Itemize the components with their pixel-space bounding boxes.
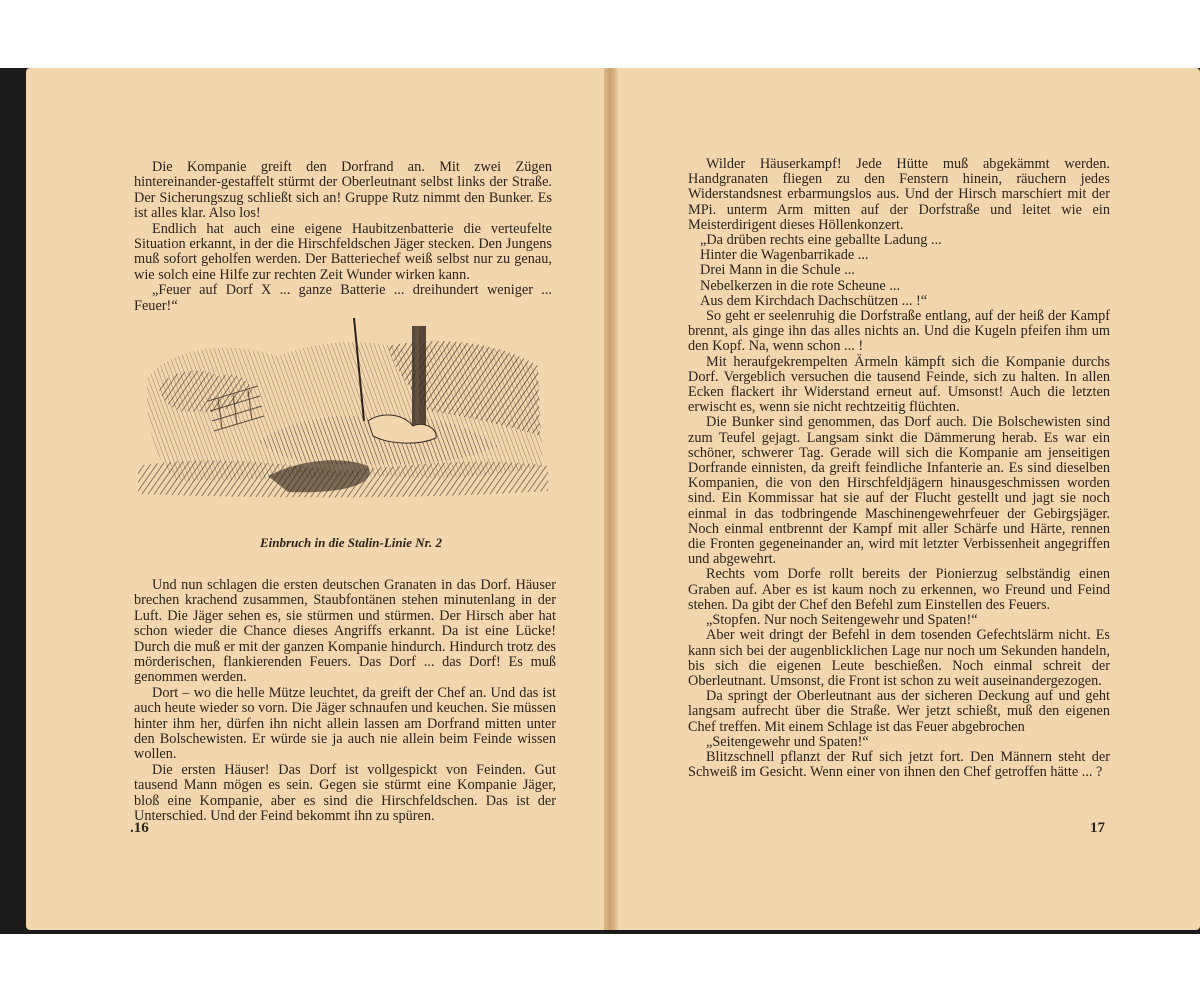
left-paragraph: „Feuer auf Dorf X ... ganze Batterie ... dreihundert weniger ... Feuer!“ xyxy=(134,282,552,314)
right-paragraph: Blitzschnell pflanzt der Ruf sich jetzt fort. Den Männern steht der Schweiß im Gesicht. Wenn einer von ihnen den Chef getroffen hätte ... ? xyxy=(688,748,1110,781)
dialog-line: Aus dem Kirchdach Dachschützen ... !“ xyxy=(700,292,928,309)
left-text-top xyxy=(134,160,552,314)
left-paragraph: Dort – wo die helle Mütze leuchtet, da greift der Chef an. Und das ist auch heute wieder so vorn. Die Jäger schnaufen und keuchen. Sie müssen hinter ihm her, dürfen ihn nicht allein lassen am Dorfrand mitten unter den Bolschewisten. Er würde sie ja auch nie allein beim Feinde wissen wollen. xyxy=(134,684,556,763)
page-number-left: .16 xyxy=(130,820,149,836)
right-paragraph: Da springt der Oberleutnant aus der sicheren Deckung auf und geht langsam aufrecht über die Straße. Wer jetzt schießt, muß den eigenen Chef treffen. Mit einem Schlage ist das Feuer abgebrochen xyxy=(688,688,1110,735)
right-paragraph: Rechts vom Dorfe rollt bereits der Pionierzug selbständig einen Graben auf. Aber es ist kaum noch zu erkennen, wo Freund und Feind stehen. Da gibt der Chef den Befehl zum Einstellen des Feuers. xyxy=(688,566,1110,613)
right-text xyxy=(688,157,1110,780)
dialog-line: Drei Mann in die Schule ... xyxy=(700,262,855,279)
right-paragraph: Mit heraufgekrempelten Ärmeln kämpft sich die Kompanie durchs Dorf. Vergeblich versuchen die tausend Feinde, sich zu halten. In allen Ecken flackert ihr Widerstand erneut auf. Umsonst! Auch die letzten erwischt es, wenn sie nicht rechtzeitig flüchten. xyxy=(688,353,1110,416)
right-paragraph: „Seitengewehr und Spaten!“ xyxy=(706,733,869,750)
book-gutter xyxy=(604,68,618,930)
left-paragraph: Die Kompanie greift den Dorfrand an. Mit zwei Zügen hintereinander-gestaffelt stürmt der Oberleutnant selbst links der Straße. Der Sicherungszug schließt sich an! Gruppe Rutz nimmt den Bunker. Es ist alles klar. Also los! xyxy=(134,159,552,222)
figure-caption: Einbruch in die Stalin-Linie Nr. 2 xyxy=(259,535,443,550)
right-paragraph: „Stopfen. Nur noch Seitengewehr und Spaten!“ xyxy=(706,612,978,629)
left-paragraph: Und nun schlagen die ersten deutschen Granaten in das Dorf. Häuser brechen krachend zusammen, Staubfontänen stehen minutenlang in der Luft. Die Jäger sehen es, sie stürmen und stürmen. Der Hirsch aber hat schon wieder die Chance dieses Angriffs erkannt. Da ist eine Lücke! Durch die muß er mit der ganzen Kompanie hindurch. Hindurch trotz des mörderischen, flankierenden Feuers. Das Dorf ... das Dorf! Es muß genommen werden. xyxy=(134,577,556,686)
dialog-line: Nebelkerzen in die rote Scheune ... xyxy=(700,277,901,294)
battle-illustration xyxy=(138,316,548,506)
right-paragraph: Aber weit dringt der Befehl in dem tosenden Gefechtslärm nicht. Es kann sich bei der augenblicklichen Lage nur noch um Sekunden handeln, bis sich die eigenen Leute beschießen. Noch einmal schreit der Oberleutnant. Umsonst, die Front ist schon zu weit auseinandergezogen. xyxy=(688,627,1110,689)
page-number-right: 17 xyxy=(1090,820,1105,836)
right-paragraph: Wilder Häuserkampf! Jede Hütte muß abgekämmt werden. Handgranaten fliegen zu den Fenstern hinein, räuchern jedes Widerstandsnest erbarmungslos aus. Und der Hirsch marschiert mit der MPi. unterm Arm mitten auf der Dorfstraße und leitet wie ein Meisterdirigent dieses Höllenkonzert. xyxy=(688,156,1110,233)
left-paragraph: Endlich hat auch eine eigene Haubitzenbatterie die verteufelte Situation erkannt, in der die Hirschfeldschen Jäger stecken. Den Jungens muß sofort geholfen werden. Der Batteriechef weiß selbst nur zu genau, wie solch eine Hilfe zur rechten Zeit Wunder wirken kann. xyxy=(134,220,552,283)
right-paragraph: Die Bunker sind genommen, das Dorf auch. Die Bolschewisten sind zum Teufel gejagt. Langsam sinkt die Dämmerung herab. Es war ein schöner, schwerer Tag. Gerade will sich die Kompanie am jenseitigen Dorfrande einnisten, da greift feindliche Infanterie an. Es sind dieselben Kompanien, die von den Hirschfeldjägern hinausgeschmissen worden sind. Ein Kommissar hat sie auf der Flucht gestellt und jagt sie noch einmal in das todbringende Maschinengewehrfeuer der Gebirgsjäger. Noch einmal entbrennt der Kampf mit aller Schärfe und Härte, rennen die Fronten gegeneinander an, wird mit letzter Verbissenheit angegriffen und abgewehrt. xyxy=(688,414,1110,568)
left-paragraph: Die ersten Häuser! Das Dorf ist vollgespickt von Feinden. Gut tausend Mann mögen es sein. Gegen sie stürmt eine Kompanie Jäger, bloß eine Kompanie, aber es sind die Hirschfeldschen. Das ist der Unterschied. Und der Feind bekommt ihn zu spüren. xyxy=(134,761,556,825)
dialog-line: „Da drüben rechts eine geballte Ladung ... xyxy=(700,232,942,249)
dialog-line: Hinter die Wagenbarrikade ... xyxy=(700,247,869,264)
right-paragraph: So geht er seelenruhig die Dorfstraße entlang, auf der heiß der Kampf brennt, als ginge ihn das alles nichts an. Und die Kugeln pfeifen ihm um den Kopf. Na, wenn schon ... ! xyxy=(688,308,1110,355)
left-text-bottom xyxy=(134,578,556,825)
